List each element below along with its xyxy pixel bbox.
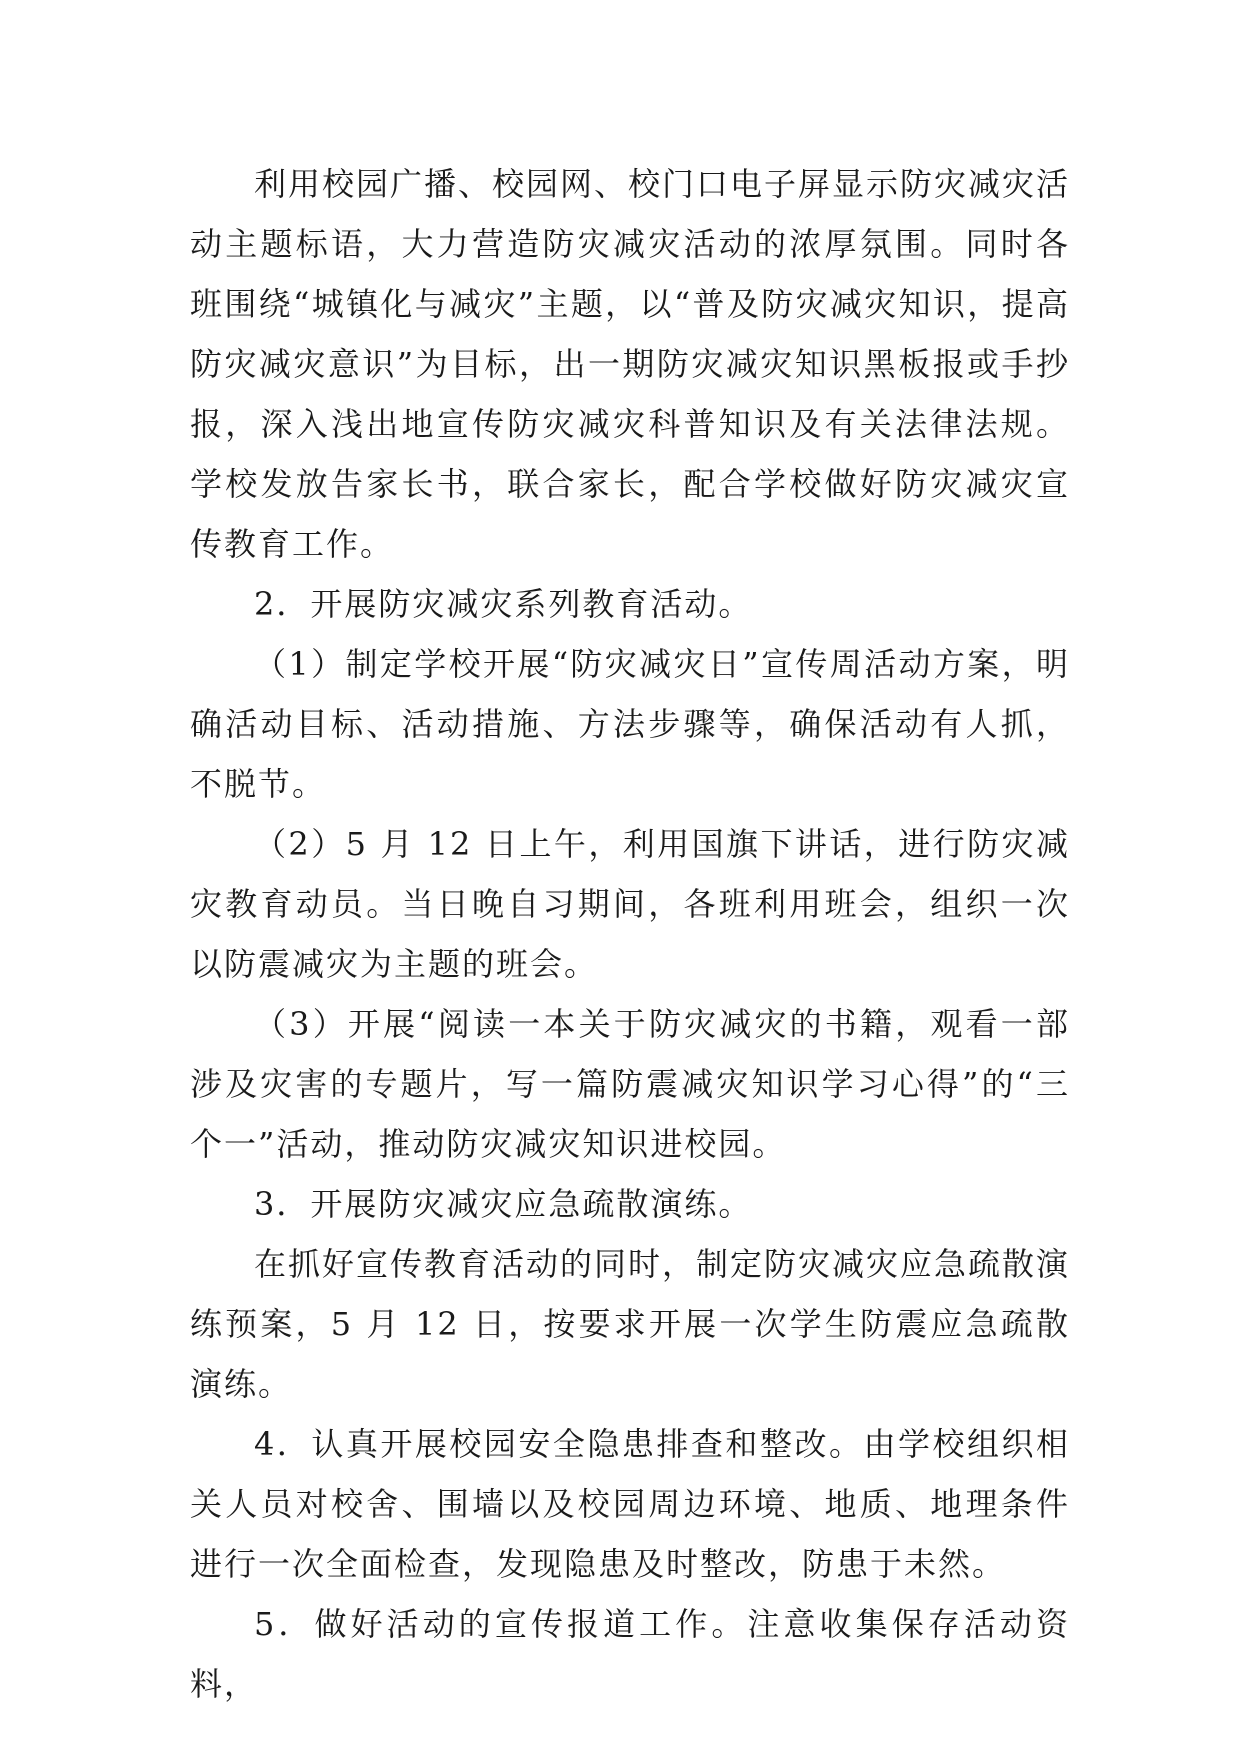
paragraph-item-5: 5．做好活动的宣传报道工作。注意收集保存活动资料， [190, 1605, 1070, 1703]
paragraph-publicity-atmosphere: 利用校园广播、校园网、校门口电子屏显示防灾减灾活动主题标语，大力营造防灾减灾活动的浓厚氛围。同时各班围绕“城镇化与减灾”主题，以“普及防灾减灾知识，提高防灾减灾意识”为目标，出一期防灾减灾知识黑板报或手抄报，深入浅出地宣传防灾减灾科普知识及有关法律法规。学校发放告家长书，联合家长，配合学校做好防灾减灾宣传教育工作。 [190, 165, 1071, 563]
paragraph-item-3-heading: 3．开展防灾减灾应急疏散演练。 [254, 1185, 753, 1223]
paragraph-subitem-2: （2）5 月 12 日上午，利用国旗下讲话，进行防灾减灾教育动员。当日晚自习期间，各班利用班会，组织一次以防震减灾为主题的班会。 [190, 825, 1070, 983]
paragraph-item-4: 4．认真开展校园安全隐患排查和整改。由学校组织相关人员对校舍、围墙以及校园周边环境、地质、地理条件进行一次全面检查，发现隐患及时整改，防患于未然。 [190, 1425, 1070, 1583]
paragraph-drill-plan: 在抓好宣传教育活动的同时，制定防灾减灾应急疏散演练预案，5 月 12 日，按要求开展一次学生防震应急疏散演练。 [190, 1245, 1071, 1403]
document-body [190, 154, 1070, 1714]
paragraph-subitem-3: （3）开展“阅读一本关于防灾减灾的书籍，观看一部涉及灾害的专题片，写一篇防震减灾知识学习心得”的“三个一”活动，推动防灾减灾知识进校园。 [190, 1005, 1070, 1163]
paragraph-subitem-1: （1）制定学校开展“防灾减灾日”宣传周活动方案，明确活动目标、活动措施、方法步骤等，确保活动有人抓，不脱节。 [190, 645, 1070, 803]
paragraph-item-2-heading: 2．开展防灾减灾系列教育活动。 [254, 585, 753, 623]
